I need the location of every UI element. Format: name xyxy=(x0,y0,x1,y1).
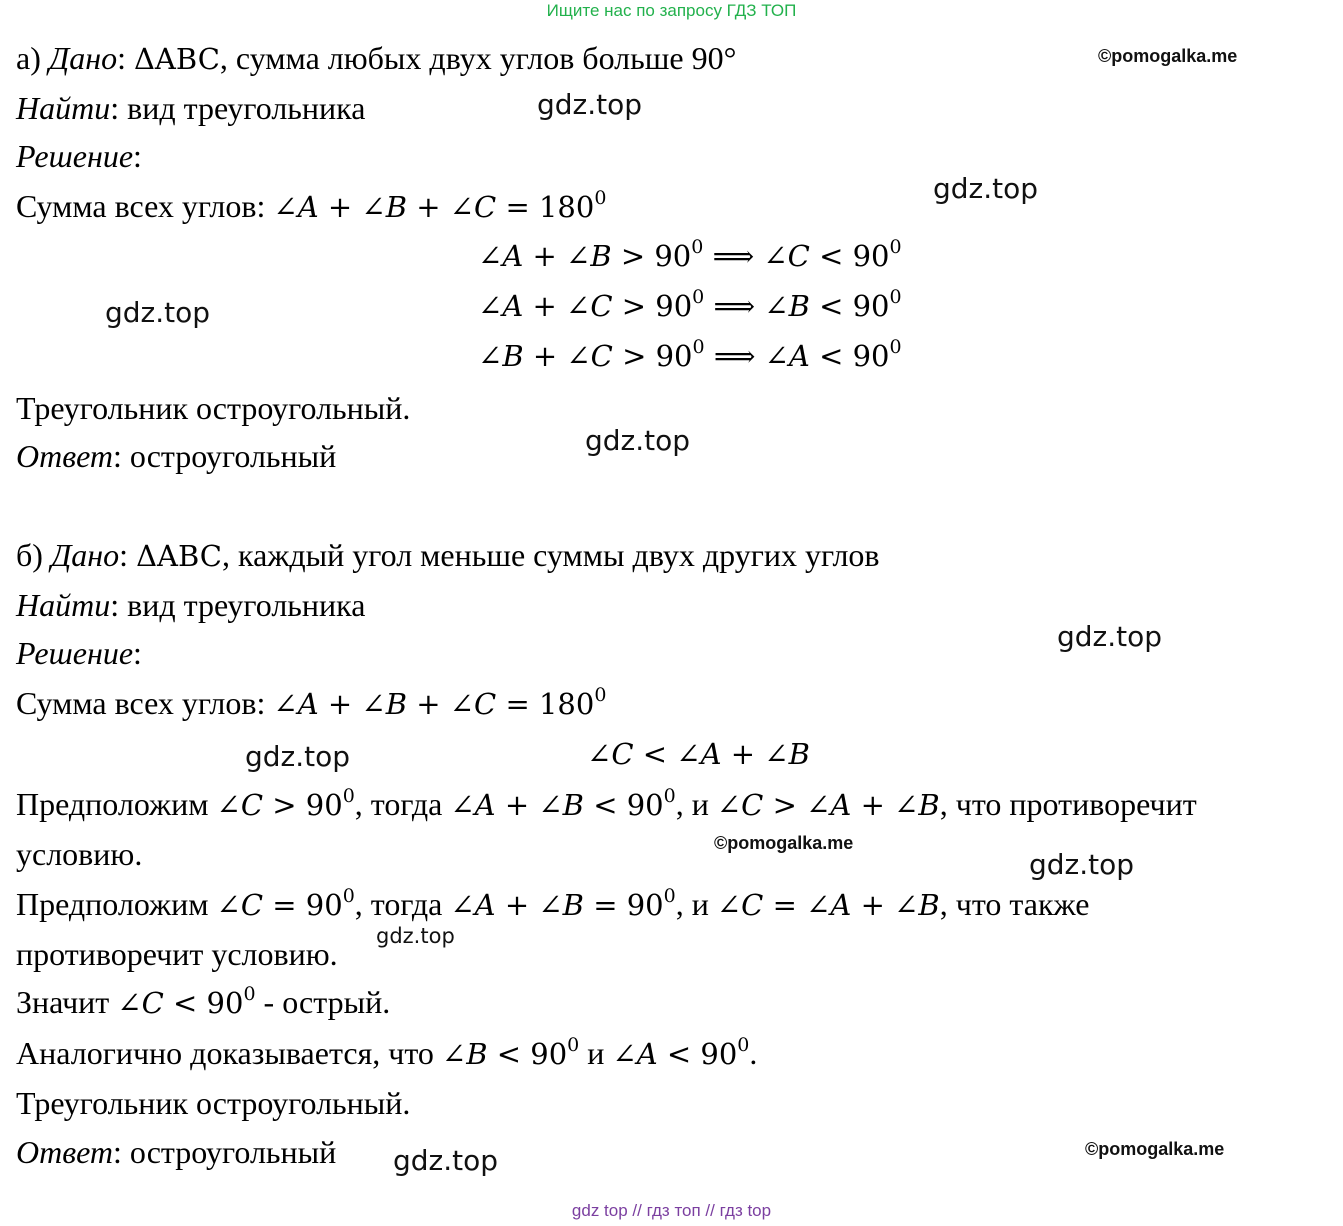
part-a-conclusion: Треугольник остроугольный. xyxy=(16,390,411,426)
part-a-ineq-1: ∠A + ∠B > $90^0$ ⟹ ∠C < $90^0$ xyxy=(478,236,902,273)
part-b-solution-line: Решение: xyxy=(16,635,142,671)
gdz-watermark: gdz.top xyxy=(537,88,643,121)
part-b-label: б) xyxy=(16,537,43,573)
part-b-and-word-3: и xyxy=(579,1035,613,1071)
part-a-answer-text: : остроугольный xyxy=(113,438,337,474)
part-b-and-word-2: , и xyxy=(675,886,717,922)
part-b-given-label: Дано xyxy=(50,537,120,573)
gdz-watermark: gdz.top xyxy=(393,1144,499,1177)
part-b-given-line: б) Дано: ΔABC, каждый угол меньше суммы двух других углов xyxy=(16,537,880,573)
gdz-watermark: gdz.top xyxy=(933,172,1039,205)
part-b-suppose-word-2: Предположим xyxy=(16,886,217,922)
part-a-find-line xyxy=(16,88,365,128)
part-a-answer-label: Ответ xyxy=(16,438,113,474)
part-b-similarly-word: Аналогично доказывается, что xyxy=(16,1035,442,1071)
part-b-contradicts: , что противоречит xyxy=(939,786,1197,822)
footer-links: gdz top // гдз топ // гдз top xyxy=(571,1201,772,1220)
part-a-ineq-2: ∠A + ∠C > $90^0$ ⟹ ∠B < $90^0$ xyxy=(478,286,902,323)
part-a-label: а) xyxy=(16,40,41,76)
gdz-watermark: gdz.top xyxy=(376,924,455,948)
part-b-means-word: Значит xyxy=(16,984,118,1020)
gdz-watermark: gdz.top xyxy=(585,424,691,457)
gdz-watermark: gdz.top xyxy=(1057,620,1163,653)
part-b-find-label: Найти xyxy=(16,587,111,623)
part-b-answer-line xyxy=(16,1132,336,1172)
part-a-sum-line: Сумма всех углов: ∠A + ∠B + ∠C = $180^0$ xyxy=(16,187,607,224)
part-b-condition-line: условию. xyxy=(16,836,143,872)
part-b-find-text: : вид треугольника xyxy=(110,587,366,623)
part-b-given-text: , каждый угол меньше суммы двух других углов xyxy=(222,537,880,573)
part-b-solution-label: Решение xyxy=(16,635,134,671)
part-a-find-text: : вид треугольника xyxy=(110,90,366,126)
gdz-watermark: gdz.top xyxy=(105,296,211,329)
part-b-and-word: , и xyxy=(675,786,717,822)
part-b-suppose-word: Предположим xyxy=(16,786,217,822)
pomogalka-watermark: ©pomogalka.me xyxy=(1085,1139,1225,1159)
part-b-premise: ∠C < ∠A + ∠B xyxy=(587,737,810,771)
part-b-conclusion: Треугольник остроугольный. xyxy=(16,1085,411,1121)
part-b-similarly-line: Аналогично доказывается, что ∠B < $90^0$ и ∠A < $90^0$. xyxy=(16,1034,758,1071)
part-b-sum-line: Сумма всех углов: ∠A + ∠B + ∠C = $180^0$ xyxy=(16,684,607,721)
gdz-watermark: gdz.top xyxy=(1029,848,1135,881)
part-a-triangle: ΔABC xyxy=(133,42,220,76)
part-b-find-line xyxy=(16,585,365,625)
part-a-solution-label: Решение xyxy=(16,138,134,174)
pomogalka-watermark: ©pomogalka.me xyxy=(714,833,854,853)
part-b-then-word: , тогда xyxy=(354,786,451,822)
part-a-solution-line: Решение: xyxy=(16,138,142,174)
part-b-answer-text: : остроугольный xyxy=(113,1134,337,1170)
part-a-given-line: а) Дано: ΔABC, сумма любых двух углов больше 90° xyxy=(16,40,737,76)
part-b-contradicts-condition: противоречит условию. xyxy=(16,936,338,972)
part-b-suppose-2: Предположим ∠C = $90^0$, тогда ∠A + ∠B = $90^0$, и ∠C = ∠A + ∠B, что также xyxy=(16,885,1090,922)
part-a-ineq-3: ∠B + ∠C > $90^0$ ⟹ ∠A < $90^0$ xyxy=(478,336,902,373)
part-a-answer-line xyxy=(16,436,336,476)
part-b-acute-text: - острый. xyxy=(255,984,391,1020)
pomogalka-watermark: ©pomogalka.me xyxy=(1098,46,1238,66)
part-b-means-line: Значит ∠C < $90^0$ - острый. xyxy=(16,983,391,1020)
part-b-triangle: ΔABC xyxy=(136,539,222,573)
part-a-sum-text: Сумма всех углов: xyxy=(16,188,274,224)
part-b-then-word-2: , тогда xyxy=(354,886,451,922)
part-b-sum-text: Сумма всех углов: xyxy=(16,685,274,721)
gdz-watermark: gdz.top xyxy=(245,740,351,773)
part-a-find-label: Найти xyxy=(16,90,111,126)
part-a-given-label: Дано xyxy=(48,40,118,76)
top-banner: Ищите нас по запросу ГДЗ ТОП xyxy=(546,1,797,20)
part-b-also-contradicts: , что также xyxy=(939,886,1090,922)
part-a-given-text: , сумма любых двух углов больше 90° xyxy=(219,40,737,76)
part-b-answer-label: Ответ xyxy=(16,1134,113,1170)
part-b-suppose-1: Предположим ∠C > $90^0$, тогда ∠A + ∠B < $90^0$, и ∠C > ∠A + ∠B, что противоречит xyxy=(16,785,1197,822)
